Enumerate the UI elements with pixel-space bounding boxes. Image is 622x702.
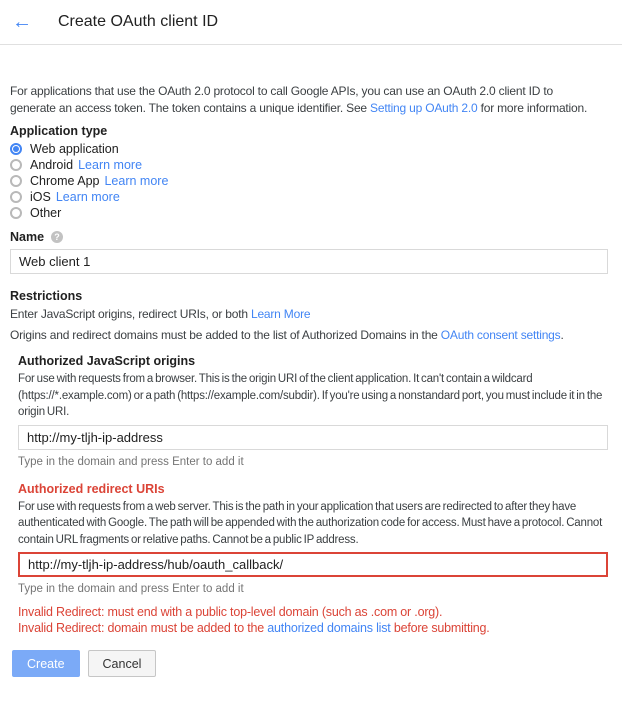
radio-option-label: Other — [30, 206, 62, 220]
page-header — [0, 0, 622, 45]
application-type-radio-group — [10, 141, 608, 221]
restrictions-heading: Restrictions — [10, 289, 83, 303]
js-origins-section — [18, 353, 608, 469]
cancel-button[interactable]: Cancel — [88, 650, 157, 677]
intro-text-after: for more information. — [477, 101, 588, 115]
page-title: Create OAuth client ID — [58, 13, 219, 30]
oauth-consent-settings-link[interactable]: OAuth consent settings — [440, 328, 561, 342]
error-domain-before: Invalid Redirect: domain must be added to the — [18, 621, 268, 635]
help-icon[interactable]: ? — [51, 231, 63, 243]
radio-unselected-icon[interactable] — [10, 159, 22, 171]
error-message-tld: Invalid Redirect: must end with a public top-level domain (such as .com or .org). — [18, 605, 443, 619]
redirect-uris-input[interactable] — [18, 552, 608, 577]
restrictions-learn-more-link[interactable]: Learn More — [250, 307, 311, 321]
js-origins-helper-text: Type in the domain and press Enter to add it — [18, 455, 244, 468]
form-content — [0, 83, 622, 677]
restrictions-line2 — [10, 327, 608, 343]
radio-option-android[interactable] — [10, 157, 608, 173]
redirect-uris-heading: Authorized redirect URIs — [18, 481, 165, 496]
radio-option-label: iOS — [30, 190, 51, 204]
ios-learn-more-link[interactable]: Learn more — [55, 190, 120, 204]
radio-option-label: Android — [30, 158, 74, 172]
error-domain-after: before submitting. — [390, 621, 490, 635]
name-label-row — [10, 229, 608, 245]
restrictions-line1-text: Enter JavaScript origins, redirect URIs, or both — [10, 307, 251, 321]
redirect-uris-helper-text: Type in the domain and press Enter to add it — [18, 583, 244, 595]
chrome-app-learn-more-link[interactable]: Learn more — [104, 174, 169, 188]
js-origins-description: For use with requests from a browser. This is the origin URI of the client application. It can't contain a wildcard (https://*.example.com) or a path (https://example.com/subdir). If you're using a nonstandard port, you must include it in the origin URI. — [18, 373, 603, 418]
create-button[interactable]: Create — [12, 650, 80, 677]
action-buttons — [12, 650, 608, 677]
application-type-label: Application type — [10, 124, 108, 138]
radio-option-label: Chrome App — [30, 174, 100, 188]
radio-option-web-application[interactable] — [10, 141, 608, 157]
restrictions-line1 — [10, 306, 608, 322]
redirect-error-messages — [18, 604, 608, 636]
setting-up-oauth-link[interactable]: Setting up OAuth 2.0 — [370, 101, 478, 115]
radio-option-ios[interactable] — [10, 189, 608, 205]
android-learn-more-link[interactable]: Learn more — [78, 158, 143, 172]
name-label: Name — [10, 230, 45, 244]
radio-option-chrome-app[interactable] — [10, 173, 608, 189]
radio-unselected-icon[interactable] — [10, 175, 22, 187]
restrictions-line2-after: . — [560, 328, 564, 342]
intro-text-before: For applications that use the OAuth 2.0 protocol to call Google APIs, you can use an OAuth 2.0 client ID to generate an access token. The token contains a unique identifier. See — [10, 84, 553, 115]
redirect-uris-description: For use with requests from a web server. This is the path in your application that users are redirected to after they have authenticated with Google. The path will be appended with the authorization code for access. Must have a protocol. Cannot contain URL fragments or relative paths. Cannot be a public IP address. — [18, 500, 603, 546]
radio-option-label: Web application — [30, 142, 119, 156]
error-message-domain — [18, 620, 608, 636]
restrictions-line2-text: Origins and redirect domains must be added to the list of Authorized Domains in the — [10, 328, 441, 342]
radio-unselected-icon[interactable] — [10, 207, 22, 219]
radio-selected-icon[interactable] — [10, 143, 22, 155]
authorized-domains-list-link[interactable]: authorized domains list — [267, 621, 391, 635]
name-input[interactable] — [10, 249, 608, 274]
intro-paragraph — [10, 83, 592, 117]
js-origins-heading: Authorized JavaScript origins — [18, 354, 196, 368]
redirect-uris-section — [18, 481, 608, 637]
back-arrow-icon[interactable]: ← — [12, 11, 32, 33]
radio-unselected-icon[interactable] — [10, 191, 22, 203]
radio-option-other[interactable] — [10, 205, 608, 221]
js-origins-input[interactable] — [18, 425, 608, 450]
